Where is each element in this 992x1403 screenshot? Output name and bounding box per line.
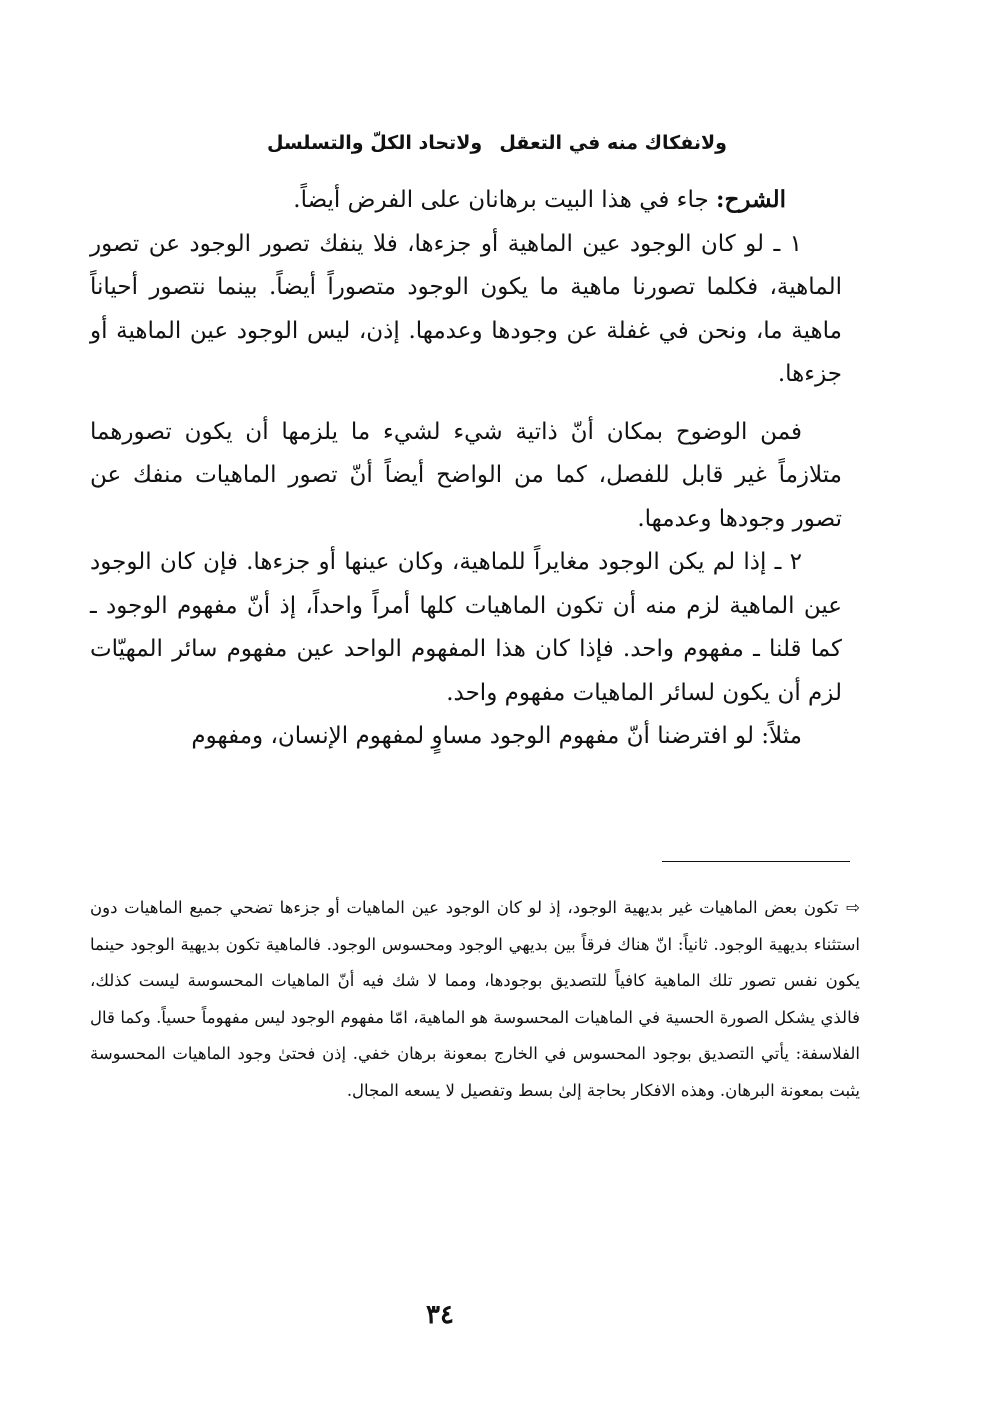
footnote-separator	[662, 861, 850, 862]
paragraph-3: ٢ ـ إذا لم يكن الوجود مغايراً للماهية، وكان عينها أو جزءها. فإن كان الوجود عين الماهية لزم منه أن تكون الماهيات كلها أمراً واحداً، إذ أنّ مفهوم الوجود ـ كما قلنا ـ مفهوم واحد. فإذا كان هذا المفهوم الواحد عين مفهوم سائر المهيّات لزم أن يكون لسائر الماهيات مفهوم واحد.	[90, 549, 842, 706]
footnote-text: تكون بعض الماهيات غير بديهية الوجود، إذ لو كان الوجود عين الماهيات أو جزءها تضحي جميع الماهيات دون استثناء بديهية الوجود. ثانياً: انّ هناك فرقاً بين بديهي الوجود ومحسوس الوجود. فالماهية تكون بديهية الوجود حينما يكون نفس تصور تلك الماهية كافياً للتصديق بوجودها، ومما لا شك فيه أنّ الماهيات المحسوسة ليست كذلك، فالذي يشكل الصورة الحسية في الماهيات المحسوسة هو الماهية، امّا مفهوم الوجود ليس مفهوماً حسياً. وكما قال الفلاسفة: يأتي التصديق بوجود المحسوس في الخارج بمعونة برهان خفي. إذن فحتىٰ وجود الماهيات المحسوسة يثبت بمعونة البرهان. وهذه الافكار بحاجة إلىٰ بسط وتفصيل لا يسعه المجال.	[90, 898, 860, 1100]
explanation-text: جاء في هذا البيت برهانان على الفرض أيضاً.	[293, 187, 709, 213]
explanation-label: الشرح:	[716, 186, 786, 213]
paragraph-2: فمن الوضوح بمكان أنّ ذاتية شيء لشيء ما يلزمها أن يكون تصورهما متلازماً غير قابل للفصل، كما من الواضح أيضاً أنّ تصور الماهيات منفك عن تصور وجودها وعدمها.	[90, 418, 842, 532]
main-text	[90, 178, 842, 759]
header-right-title: ولانفكاك منه في التعقل	[499, 132, 727, 154]
footnote-paragraph	[90, 890, 860, 1109]
running-header	[267, 128, 727, 158]
explanation-paragraph	[90, 178, 842, 223]
paragraph-4: مثلاً: لو افترضنا أنّ مفهوم الوجود مساوٍ لمفهوم الإنسان، ومفهوم	[191, 723, 802, 749]
continuation-arrow-icon: ⇨	[846, 898, 860, 917]
header-left-title: ولاتحاد الكلّ والتسلسل	[267, 132, 483, 154]
page-number: ٣٤	[426, 1300, 454, 1330]
paragraph-1: ١ ـ لو كان الوجود عين الماهية أو جزءها، فلا ينفك تصور الوجود عن تصور الماهية، فكلما تصورنا ماهية ما يكون الوجود متصوراً أيضاً. بينما نتصور أحياناً ماهية ما، ونحن في غفلة عن وجودها وعدمها. إذن، ليس الوجود عين الماهية أو جزءها.	[90, 230, 842, 387]
footnote	[90, 890, 860, 1109]
